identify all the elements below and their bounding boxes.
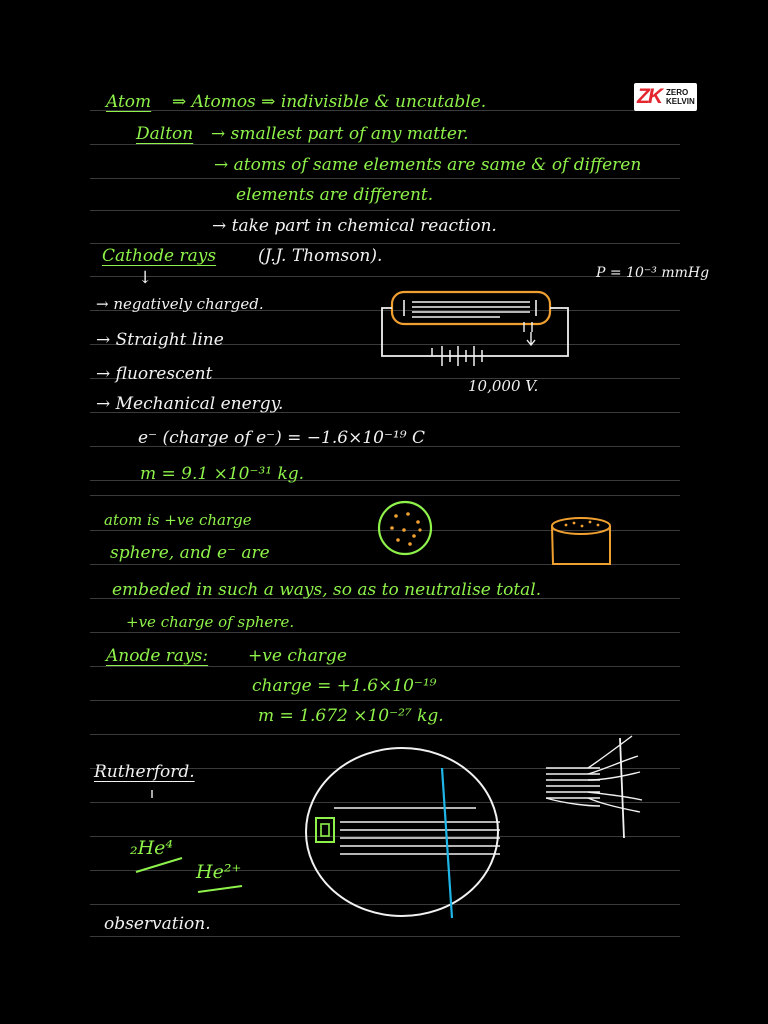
anode-rays-heading: Anode rays: [106, 646, 209, 666]
pressure-label: P = 10⁻³ mmHg [596, 265, 710, 281]
cake-sketch [552, 518, 610, 564]
plum-pudding-sphere-sketch [379, 502, 431, 554]
positive-charge-sphere: +ve charge of sphere. [126, 613, 295, 631]
logo-mark: ZK [637, 85, 661, 108]
anode-positive-charge: +ve charge [248, 646, 347, 666]
alpha-scattering-sketch [546, 736, 642, 838]
voltage-label: 10,000 V. [468, 377, 539, 395]
helium-4-label: ₂He⁴ [130, 837, 174, 859]
dalton-point: → smallest part of any matter. [211, 124, 469, 144]
helium-underline [136, 858, 182, 872]
thomson-reference: (J.J. Thomson). [258, 246, 383, 266]
negatively-charged-point: → negatively charged. [96, 295, 264, 313]
sphere-line: sphere, and e⁻ are [110, 543, 270, 563]
chemical-reaction-point: → take part in chemical reaction. [212, 216, 497, 236]
cathode-ray-tube-sketch [382, 292, 568, 366]
atom-definition: ⇒ Atomos ⇒ indivisible & uncutable. [172, 92, 487, 112]
anode-mass: m = 1.672 ×10⁻²⁷ kg. [258, 706, 444, 726]
fluorescent-point: → fluorescent [96, 364, 213, 384]
helium-ion-underline [198, 886, 242, 892]
observation-label: observation. [104, 914, 211, 934]
electron-mass: m = 9.1 ×10⁻³¹ kg. [140, 464, 305, 484]
atom-positive-charge: atom is +ve charge [104, 511, 252, 529]
elements-different-line: elements are different. [236, 185, 434, 205]
anode-charge-value: charge = +1.6×10⁻¹⁹ [252, 676, 437, 696]
embedded-line: embeded in such a ways, so as to neutralise total. [112, 580, 542, 600]
helium-2plus-label: He²⁺ [196, 861, 242, 883]
straight-line-point: → Straight line [96, 330, 224, 350]
atom-heading: Atom [106, 92, 152, 112]
electron-charge: e⁻ (charge of e⁻) = −1.6×10⁻¹⁹ C [138, 428, 425, 448]
rutherford-heading: Rutherford. [94, 762, 195, 782]
dalton-heading: Dalton [136, 124, 194, 144]
rutherford-experiment-sketch [306, 748, 500, 918]
logo-line-1: ZERO [666, 88, 689, 97]
mechanical-energy-point: → Mechanical energy. [96, 394, 284, 414]
logo-line-2: KELVIN [666, 97, 695, 106]
down-arrow: ↓ [138, 268, 153, 288]
cathode-rays-heading: Cathode rays [102, 246, 217, 266]
atoms-same-point: → atoms of same elements are same & of differen [214, 155, 642, 175]
